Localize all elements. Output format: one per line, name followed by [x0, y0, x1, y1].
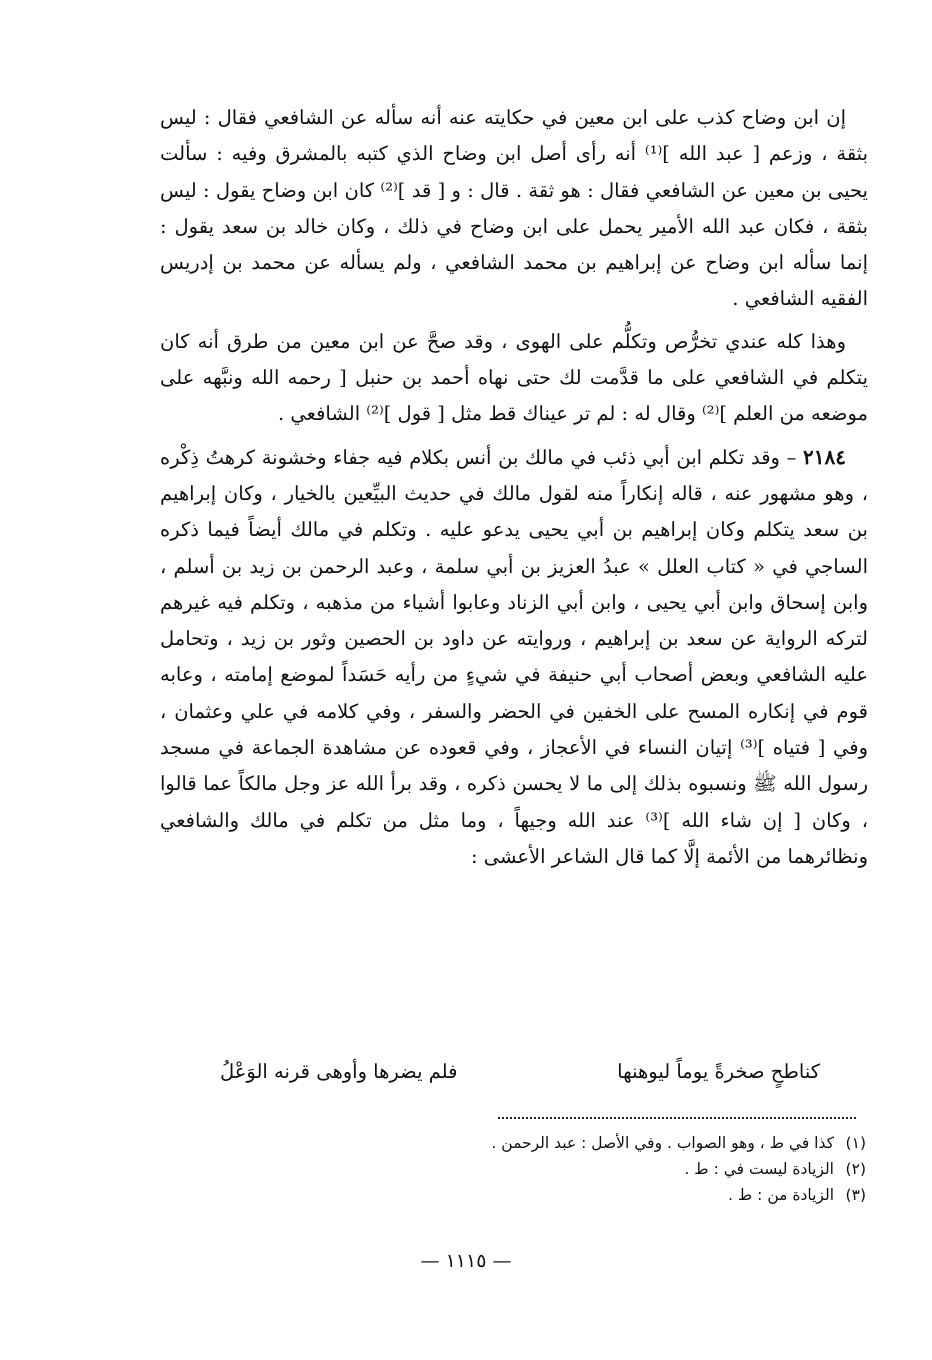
paragraph-number: ٢١٨٤ — [803, 444, 846, 469]
footnote-number: (١) — [845, 1134, 866, 1152]
footnote-number: (٢) — [845, 1160, 866, 1178]
page-number: — ١١١٥ — — [420, 1250, 512, 1272]
footnote-3 — [300, 1182, 866, 1208]
footnotes — [300, 1130, 866, 1208]
footnote-2 — [300, 1156, 866, 1182]
main-text — [160, 100, 868, 881]
footnote-divider — [498, 1117, 856, 1119]
footnote-text: الزيادة من : ط . — [728, 1186, 834, 1204]
paragraph-3-text: – وقد تكلم ابن أبي ذئب في مالك بن أنس بكلام فيه جفاء وخشونة كرهتُ ذِكْره ، وهو مشهور عنه ، قاله إنكاراً منه لقول مالك في حديث البيِّعين بالخيار ، وكان إبراهيم بن سعد يتكلم وكان إبراهيم بن أبي يحيى يدعو عليه . وتكلم في مالك أيضاً فيما ذكره الساجي في « كتاب العلل » عبدُ العزيز بن أبي سلمة ، وعبد الرحمن بن زيد بن أسلم ، وابن إسحاق وابن أبي يحيى ، وابن أبي الزناد وعابوا أشياء من مذهبه ، وتكلم فيه غيرهم لتركه الرواية عن سعد بن إبراهيم ، وروايته عن داود بن الحصين وثور بن زيد ، وتحامل عليه الشافعي وبعض أصحاب أبي حنيفة في شيءٍ من رأيه حَسَداً لموضع إمامته ، وعابه قوم في إنكاره المسح على الخفين في الحضر والسفر ، وفي كلامه في علي وعثمان ، وفي [ فتياه ]⁽³⁾ إتيان النساء في الأعجاز ، وفي قعوده عن مشاهدة الجماعة في مسجد رسول الله ﷺ ونسبوه بذلك إلى ما لا يحسن ذكره ، وقد برأ الله عز وجل مالكاً عما قالوا ، وكان [ إن شاء الله ]⁽³⁾ عند الله وجيهاً ، وما مثل من تكلم في مالك والشافعي ونظائرهما من الأئمة إلَّا كما قال الشاعر الأعشى : — [160, 445, 868, 868]
verse-first-hemistich: كناطحٍ صخرةً يوماً ليوهنها — [617, 1060, 820, 1083]
paragraph-1: إن ابن وضاح كذب على ابن معين في حكايته عنه أنه سأله عن الشافعي فقال : ليس بثقة ، وزعم [ عبد الله ]⁽¹⁾ أنه رأى أصل ابن وضاح الذي كتبه بالمشرق وفيه : سألت يحيى بن معين عن الشافعي فقال : هو ثقة . قال : و [ قد ]⁽²⁾ كان ابن وضاح يقول : ليس بثقة ، فكان عبد الله الأمير يحمل على ابن وضاح في ذلك ، وكان خالد بن سعد يقول : إنما سأله ابن وضاح عن إبراهيم بن محمد الشافعي ، ولم يسأله عن محمد بن إدريس الفقيه الشافعي . — [160, 106, 868, 311]
footnote-1 — [300, 1130, 866, 1156]
poetry-verse — [200, 1052, 820, 1096]
footnote-text: الزيادة ليست في : ط . — [684, 1160, 834, 1178]
paragraph-3 — [160, 439, 868, 876]
paragraph-2: وهذا كله عندي تخرُّص وتكلُّم على الهوى ، وقد صحَّ عن ابن معين من طرق أنه كان يتكلم في الشافعي على ما قدَّمت لك حتى نهاه أحمد بن حنبل [ رحمه الله ونبَّهه على موضعه من العلم ]⁽²⁾ وقال له : لم تر عيناك قط مثل [ قول ]⁽²⁾ الشافعي . — [160, 329, 868, 426]
verse-second-hemistich: فلم يضرها وأوهى قرنه الوَعْلُ — [220, 1060, 458, 1083]
footnote-number: (٣) — [845, 1186, 866, 1204]
footnote-text: كذا في ط ، وهو الصواب . وفي الأصل : عبد الرحمن . — [491, 1134, 834, 1152]
